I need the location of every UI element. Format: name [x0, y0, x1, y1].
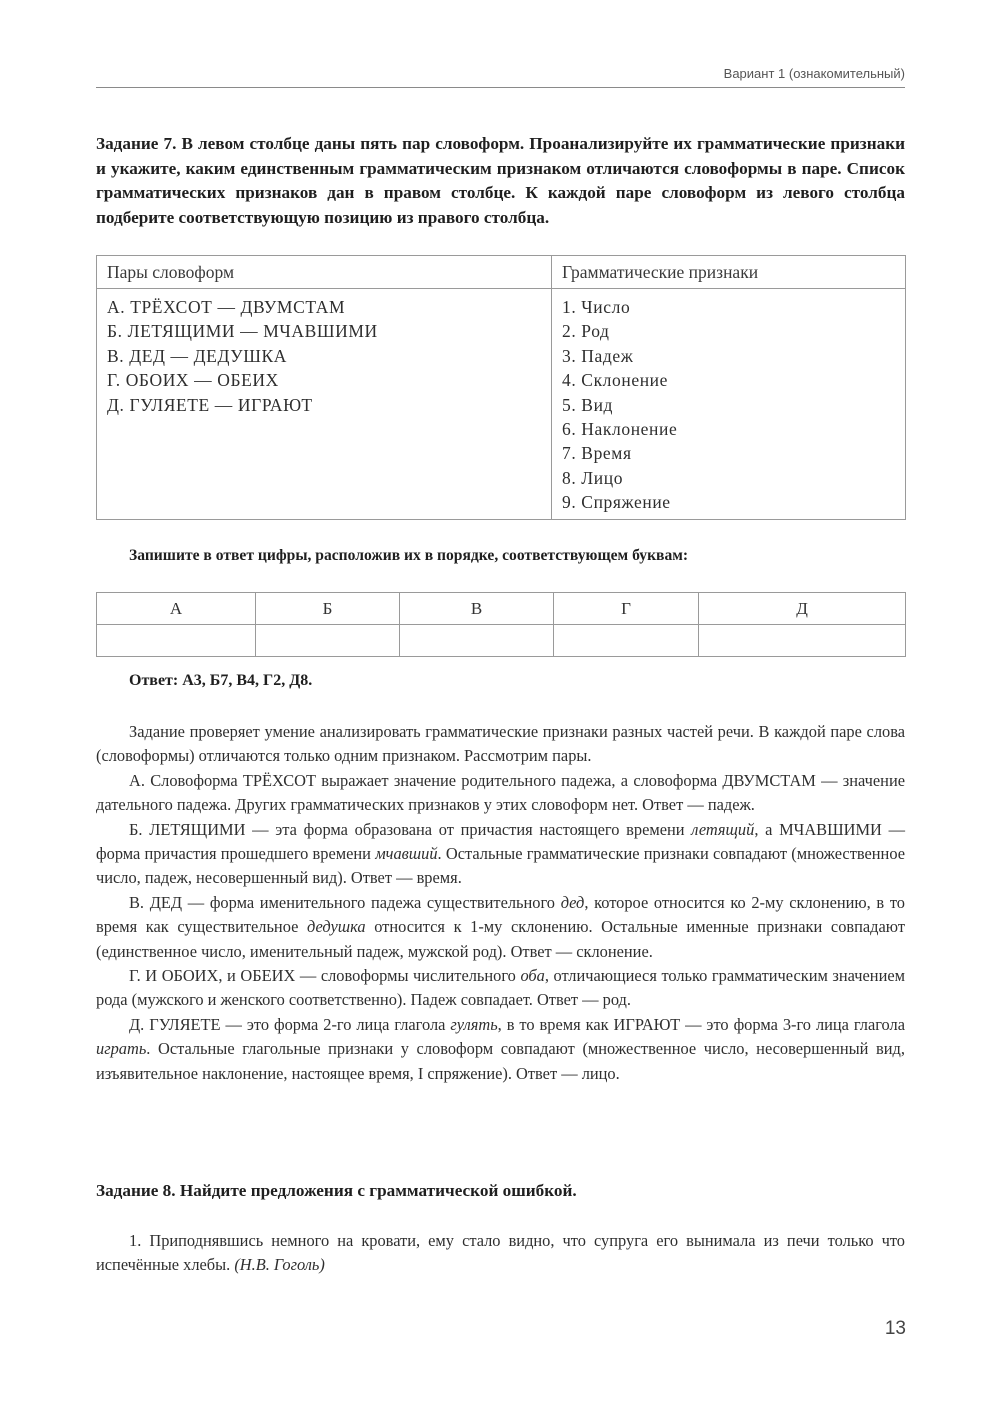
answer-cell-b: [256, 625, 400, 657]
pair-item-b: Б. ЛЕТЯЩИМИ — МЧАВШИМИ: [107, 321, 378, 342]
explanation-g: [96, 964, 905, 1013]
table-header-row: [97, 256, 906, 289]
text-run: относится к 1-му склонению. Остальные именные признаки совпадают (единственное число, именительный падеж, мужской род). Ответ — склонение.: [96, 917, 905, 961]
explanation-v: [96, 891, 905, 964]
answer-letter-v: В: [400, 593, 554, 625]
explanation-intro: Задание проверяет умение анализировать грамматические признаки разных частей речи. В каждой паре слова (словоформы) отличаются только одним признаком. Рассмотрим пары.: [96, 722, 905, 766]
italic-word: летящий: [691, 819, 755, 839]
pairs-list: [107, 289, 541, 421]
feature-item: 2. Род: [562, 321, 610, 342]
sentence-text: 1. Приподнявшись немного на кровати, ему стало видно, что супруга его вынимала из печи только что испечённые хлебы.: [96, 1231, 905, 1275]
italic-word: мчавший: [375, 844, 438, 864]
feature-item: 1. Число: [562, 297, 631, 317]
answer-letters-row: [97, 593, 906, 625]
text-run: В. ДЕД — форма именительного падежа существительного: [129, 892, 561, 912]
answer-letter-g: Г: [554, 593, 699, 625]
page-number: 13: [884, 1318, 906, 1339]
pair-item-g: Г. ОБОИХ — ОБЕИХ: [107, 370, 279, 391]
text-run: . Остальные грамматические признаки совпадают (множественное число, падеж, несовершенный вид). Ответ — время.: [96, 844, 905, 888]
answer-cell-d: [699, 625, 906, 657]
task7-title: Задание 7. В левом столбце даны пять пар словоформ. Проанализируйте их грамматические признаки и укажите, каким единственным грамматическим признаком отличаются словоформы в паре. Список грамматических признаков дан в правом столбце. К каждой паре словоформ из левого столбца подберите соответствующую позицию из правого столбца.: [96, 134, 905, 227]
table-body-row: [97, 289, 906, 520]
pair-item-d: Д. ГУЛЯЕТЕ — ИГРАЮТ: [107, 394, 313, 415]
feature-item: 4. Склонение: [562, 370, 668, 391]
feature-item: 7. Время: [562, 443, 632, 464]
explanation-d: [96, 1013, 905, 1086]
answer-grid: [96, 592, 906, 657]
running-title: Вариант 1 (ознакомительный): [723, 66, 905, 81]
text-run: Б. ЛЕТЯЩИМИ — эта форма образована от причастия настоящего времени: [129, 819, 692, 839]
feature-item: 8. Лицо: [562, 467, 624, 488]
answer-cell-g: [554, 625, 699, 657]
italic-word: дедушка: [307, 917, 366, 937]
text-run: Д. ГУЛЯЕТЕ — это форма 2-го лица глагола: [129, 1014, 451, 1034]
answer-key: Ответ: А3, Б7, В4, Г2, Д8.: [129, 672, 313, 689]
answer-cell-v: [400, 625, 554, 657]
text-run: , в то время как ИГРАЮТ — это форма 3-го лица глагола: [497, 1014, 905, 1034]
italic-word: играть: [96, 1039, 147, 1059]
text-run: . Остальные глагольные признаки у словоформ совпадают (множественное число, несовершенный вид, изъявительное наклонение, настоящее время, I спряжение). Ответ — лицо.: [96, 1039, 905, 1083]
pair-item-v: В. ДЕД — ДЕДУШКА: [107, 345, 287, 366]
features-cell: [552, 289, 906, 520]
text-run: , отличающиеся только грамматическим значением рода (мужского и женского соответственно). Падеж совпадает. Ответ — род.: [96, 966, 905, 1010]
answer-letter-a: А: [97, 593, 256, 625]
text-run: Г. И ОБОИХ, и ОБЕИХ — словоформы числительного: [129, 966, 521, 986]
explanation: [96, 720, 905, 1086]
pairs-cell: [97, 289, 552, 520]
italic-word: гулять: [450, 1014, 498, 1034]
text-run: , а МЧАВШИМИ — форма причастия прошедшего времени: [96, 819, 905, 864]
running-header: [96, 66, 905, 88]
explanation-b: [96, 818, 905, 891]
answer-cell-a: [97, 625, 256, 657]
explanation-a: А. Словоформа ТРЁХСОТ выражает значение родительного падежа, а словоформа ДВУМСТАМ — значение дательного падежа. Других грамматических признаков у этих словоформ нет. Ответ — падеж.: [96, 770, 905, 815]
answer-cells-row: [97, 625, 906, 657]
task8-title: Задание 8. Найдите предложения с грамматической ошибкой.: [96, 1181, 577, 1200]
italic-word: оба: [520, 966, 545, 986]
text-run: , которое относится ко 2-му склонению, в то время как существительное: [96, 892, 905, 937]
sentence-source: (Н.В. Гоголь): [234, 1255, 325, 1275]
feature-item: 6. Наклонение: [562, 419, 678, 440]
italic-word: дед: [560, 892, 585, 912]
pair-item-a: А. ТРЁХСОТ — ДВУМСТАМ: [107, 297, 346, 317]
task8-sentences: [96, 1229, 905, 1278]
col-left-header: Пары словоформ: [97, 256, 552, 289]
answer-letter-b: Б: [256, 593, 400, 625]
feature-item: 3. Падеж: [562, 345, 634, 366]
word-forms-table: [96, 255, 906, 520]
feature-item: 9. Спряжение: [562, 492, 671, 513]
answer-letter-d: Д: [699, 593, 906, 625]
col-right-header: Грамматические признаки: [552, 256, 906, 289]
feature-item: 5. Вид: [562, 394, 614, 415]
features-list: [562, 289, 895, 519]
task8-sentence-1: [96, 1229, 905, 1278]
answer-instruction: Запишите в ответ цифры, расположив их в порядке, соответствующем буквам:: [129, 547, 689, 564]
